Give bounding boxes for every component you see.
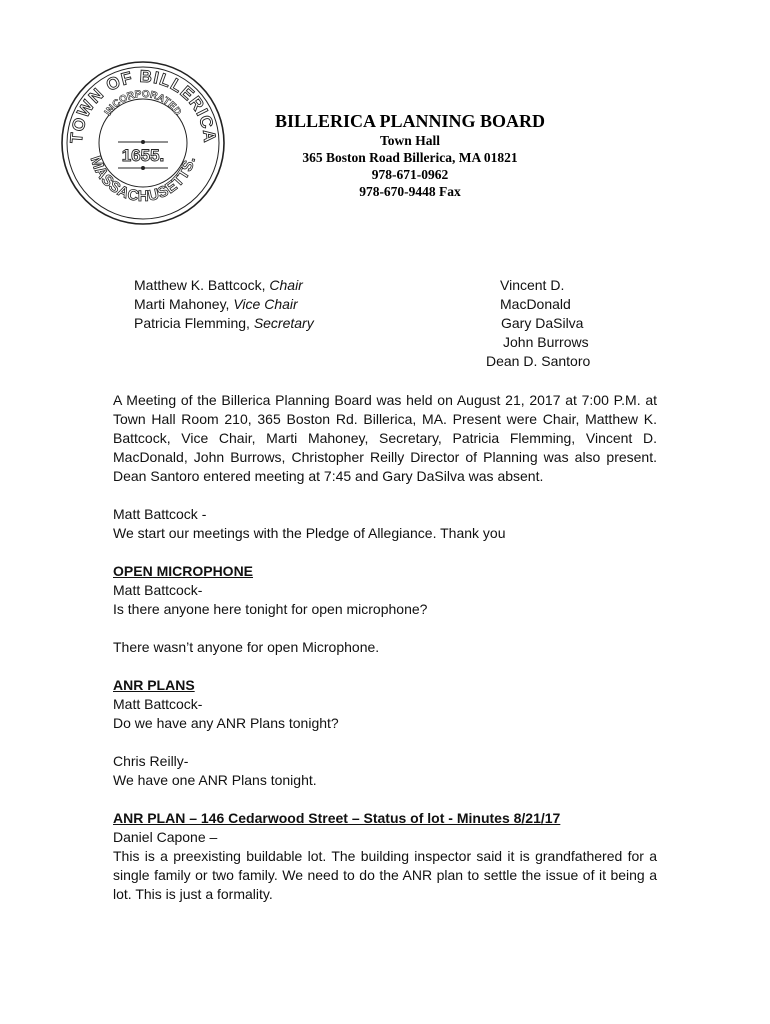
pledge-text: We start our meetings with the Pledge of Allegiance. Thank you	[113, 525, 506, 541]
street-address: 365 Boston Road Billerica, MA 01821	[302, 150, 518, 165]
officers-list	[134, 276, 314, 333]
officer-role: Secretary	[253, 315, 314, 331]
town-seal	[60, 60, 226, 226]
intro-paragraph: A Meeting of the Billerica Planning Board was held on August 21, 2017 at 7:00 P.M. at Town Hall Room 210, 365 Boston Rd. Billerica, MA. Present were Chair, Matthew K. Battcock, Vice Chair, Marti Mahoney, Secretary, Patricia Flemming, Vincent D. MacDonald, John Burrows, Christopher Reilly Director of Planning was also present. Dean Santoro entered meeting at 7:45 and Gary DaSilva was absent.	[113, 392, 657, 484]
open-mic-heading: OPEN MICROPHONE	[113, 563, 254, 579]
letterhead	[230, 110, 590, 200]
board-title: BILLERICA PLANNING BOARD	[274, 111, 546, 131]
phone-number: 978-671-0962	[371, 167, 449, 182]
minutes-body	[113, 391, 657, 904]
officer-chair: Matthew K. Battcock, Chair	[134, 277, 303, 293]
officer-role: Chair	[269, 277, 303, 293]
member-name: Dean D. Santoro	[486, 353, 591, 369]
open-mic-speaker: Matt Battcock-	[113, 582, 203, 598]
anr-plan-speaker: Daniel Capone –	[113, 829, 218, 845]
fax-number: 978-670-9448 Fax	[359, 184, 461, 199]
anr-plan-text: This is a preexisting buildable lot. The building inspector said it is grandfathered for a single family or two family. We need to do the ANR plan to settle the issue of it being a lot. This is just a formality.	[113, 848, 657, 902]
open-mic-result: There wasn’t anyone for open Microphone.	[113, 639, 380, 655]
anr-question: Do we have any ANR Plans tonight?	[113, 715, 339, 731]
anr-speaker-1: Matt Battcock-	[113, 696, 203, 712]
member-name: John Burrows	[503, 334, 589, 350]
seal-bottom-text: MASSACHUSETTS.	[86, 153, 200, 206]
members-list	[486, 276, 638, 371]
anr-heading: ANR PLANS	[113, 677, 195, 693]
pledge-speaker: Matt Battcock -	[113, 506, 207, 522]
seal-inner-text: INCORPORATED	[102, 88, 184, 118]
building-name: Town Hall	[380, 133, 440, 148]
anr-plan-heading: ANR PLAN – 146 Cedarwood Street – Status of lot - Minutes 8/21/17	[113, 810, 561, 826]
seal-top-text: TOWN OF BILLERICA	[66, 66, 220, 145]
member-name: Gary DaSilva	[501, 315, 584, 331]
officer-vice-chair: Marti Mahoney, Vice Chair	[134, 296, 298, 312]
member-name: Vincent D. MacDonald	[500, 277, 571, 312]
seal-year: 1655.	[121, 146, 165, 165]
officer-role: Vice Chair	[233, 296, 298, 312]
open-mic-question: Is there anyone here tonight for open microphone?	[113, 601, 428, 617]
anr-answer: We have one ANR Plans tonight.	[113, 772, 317, 788]
anr-speaker-2: Chris Reilly-	[113, 753, 189, 769]
officer-secretary: Patricia Flemming, Secretary	[134, 315, 314, 331]
